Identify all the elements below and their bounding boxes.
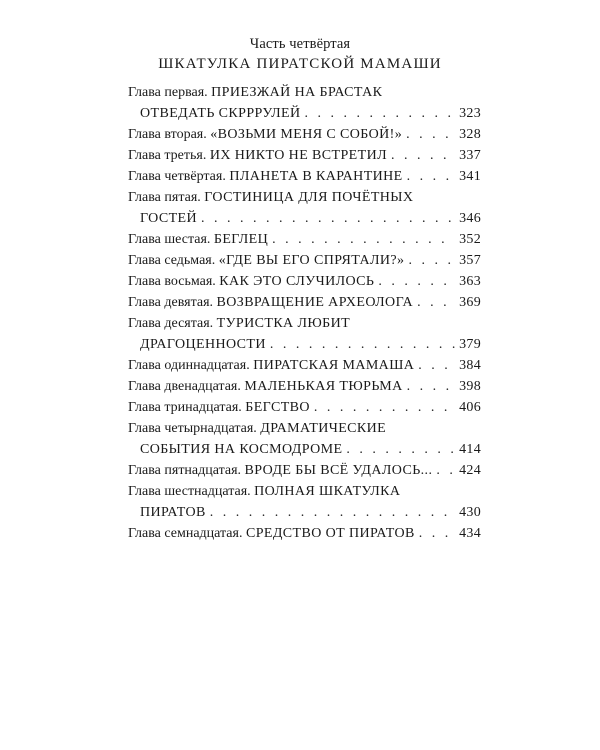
- page-number: 414: [459, 442, 481, 457]
- dot-leader: [201, 208, 455, 229]
- chapter-title: ИХ НИКТО НЕ ВСТРЕТИЛ: [209, 148, 387, 163]
- chapter-label: Глава шестая.: [128, 232, 211, 247]
- toc-line: [128, 418, 481, 439]
- chapter-title: ПИРАТСКАЯ МАМАША: [253, 358, 415, 373]
- toc-line: [128, 145, 481, 166]
- toc-line: [128, 481, 481, 502]
- toc-line: [128, 229, 481, 250]
- chapter-title: БЕГЛЕЦ: [213, 232, 269, 247]
- toc-line: [128, 208, 481, 229]
- dot-leader: [314, 397, 455, 418]
- chapter-label: Глава пятая.: [128, 190, 201, 205]
- toc-line: [128, 460, 481, 481]
- chapter-title: ДРАГОЦЕННОСТИ: [140, 337, 266, 352]
- dot-leader: [378, 271, 455, 292]
- chapter-label: Глава шестнадцатая.: [128, 484, 251, 499]
- page-number: 357: [459, 253, 481, 268]
- chapter-title: ДРАМАТИЧЕСКИЕ: [260, 421, 387, 436]
- toc-entry: [128, 523, 481, 544]
- page-number: 398: [459, 379, 481, 394]
- chapter-title: «ГДЕ ВЫ ЕГО СПРЯТАЛИ?»: [218, 253, 405, 268]
- chapter-title: СРЕДСТВО ОТ ПИРАТОВ: [245, 526, 415, 541]
- page-number: 379: [459, 337, 481, 352]
- toc-entry: [128, 481, 481, 523]
- chapter-label: Глава двенадцатая.: [128, 379, 241, 394]
- chapter-label: Глава одиннадцатая.: [128, 358, 250, 373]
- chapter-title: ГОСТЕЙ: [140, 211, 197, 226]
- toc-line: [128, 397, 481, 418]
- chapter-title: ВОЗВРАЩЕНИЕ АРХЕОЛОГА: [216, 295, 414, 310]
- toc-entry: [128, 271, 481, 292]
- chapter-label: Глава девятая.: [128, 295, 214, 310]
- chapter-label: Глава пятнадцатая.: [128, 463, 242, 478]
- toc-entry: [128, 292, 481, 313]
- dot-leader: [408, 250, 455, 271]
- page-number: 346: [459, 211, 481, 226]
- page-number: 430: [459, 505, 481, 520]
- part-label: Часть четвёртая: [249, 36, 351, 52]
- chapter-label: Глава третья.: [128, 148, 207, 163]
- chapter-title: ТУРИСТКА ЛЮБИТ: [216, 316, 351, 331]
- toc-entry: [128, 376, 481, 397]
- dot-leader: [270, 334, 455, 355]
- page-number: 352: [459, 232, 481, 247]
- dot-leader: [436, 460, 455, 481]
- page-number: 369: [459, 295, 481, 310]
- toc-line: [128, 292, 481, 313]
- page-number: 363: [459, 274, 481, 289]
- toc-line: [128, 334, 481, 355]
- chapter-title: БЕГСТВО: [245, 400, 310, 415]
- toc-entry: [128, 460, 481, 481]
- toc-line: [128, 250, 481, 271]
- toc-entry: [128, 250, 481, 271]
- chapter-label: Глава вторая.: [128, 127, 207, 142]
- chapter-label: Глава четвёртая.: [128, 169, 226, 184]
- part-title: ШКАТУЛКА ПИРАТСКОЙ МАМАШИ: [158, 56, 442, 72]
- chapter-title: ГОСТИНИЦА ДЛЯ ПОЧЁТНЫХ: [204, 190, 414, 205]
- chapter-title: ОТВЕДАТЬ СКРРРУЛЕЙ: [140, 106, 301, 121]
- toc-line: [128, 271, 481, 292]
- chapter-title: СОБЫТИЯ НА КОСМОДРОМЕ: [140, 442, 343, 457]
- dot-leader: [391, 145, 455, 166]
- page-number: 406: [459, 400, 481, 415]
- table-of-contents: [128, 82, 481, 544]
- chapter-title: ВРОДЕ БЫ ВСЁ УДАЛОСЬ...: [244, 463, 433, 478]
- page-number: 434: [459, 526, 481, 541]
- toc-entry: [128, 82, 481, 124]
- toc-line: [128, 376, 481, 397]
- chapter-label: Глава десятая.: [128, 316, 214, 331]
- toc-entry: [128, 229, 481, 250]
- chapter-title: ПИРАТОВ: [140, 505, 206, 520]
- chapter-label: Глава тринадцатая.: [128, 400, 242, 415]
- page-number: 384: [459, 358, 481, 373]
- toc-line: [128, 124, 481, 145]
- toc-line: [128, 187, 481, 208]
- chapter-title: ПОЛНАЯ ШКАТУЛКА: [254, 484, 401, 499]
- dot-leader: [272, 229, 455, 250]
- dot-leader: [407, 166, 455, 187]
- toc-line: [128, 502, 481, 523]
- toc-line: [128, 82, 481, 103]
- toc-line: [128, 439, 481, 460]
- chapter-title: ПЛАНЕТА В КАРАНТИНЕ: [229, 169, 403, 184]
- page-number: 323: [459, 106, 481, 121]
- dot-leader: [418, 355, 455, 376]
- toc-line: [128, 313, 481, 334]
- toc-entry: [128, 418, 481, 460]
- toc-entry: [128, 313, 481, 355]
- page-number: 337: [459, 148, 481, 163]
- chapter-label: Глава восьмая.: [128, 274, 216, 289]
- dot-leader: [419, 523, 455, 544]
- page-number: 328: [459, 127, 481, 142]
- chapter-title: «ВОЗЬМИ МЕНЯ С СОБОЙ!»: [210, 127, 403, 142]
- chapter-label: Глава семнадцатая.: [128, 526, 243, 541]
- chapter-title: КАК ЭТО СЛУЧИЛОСЬ: [219, 274, 375, 289]
- toc-entry: [128, 145, 481, 166]
- dot-leader: [346, 439, 455, 460]
- chapter-label: Глава четырнадцатая.: [128, 421, 257, 436]
- toc-line: [128, 355, 481, 376]
- toc-entry: [128, 355, 481, 376]
- toc-line: [128, 523, 481, 544]
- toc-line: [128, 166, 481, 187]
- dot-leader: [407, 376, 456, 397]
- toc-entry: [128, 187, 481, 229]
- toc-entry: [128, 397, 481, 418]
- dot-leader: [304, 103, 455, 124]
- chapter-label: Глава седьмая.: [128, 253, 216, 268]
- dot-leader: [417, 292, 455, 313]
- dot-leader: [406, 124, 455, 145]
- chapter-title: ПРИЕЗЖАЙ НА БРАСТАК: [211, 85, 383, 100]
- toc-entry: [128, 124, 481, 145]
- chapter-label: Глава первая.: [128, 85, 208, 100]
- chapter-title: МАЛЕНЬКАЯ ТЮРЬМА: [244, 379, 403, 394]
- toc-line: [128, 103, 481, 124]
- dot-leader: [210, 502, 455, 523]
- page-number: 341: [459, 169, 481, 184]
- toc-entry: [128, 166, 481, 187]
- page-number: 424: [459, 463, 481, 478]
